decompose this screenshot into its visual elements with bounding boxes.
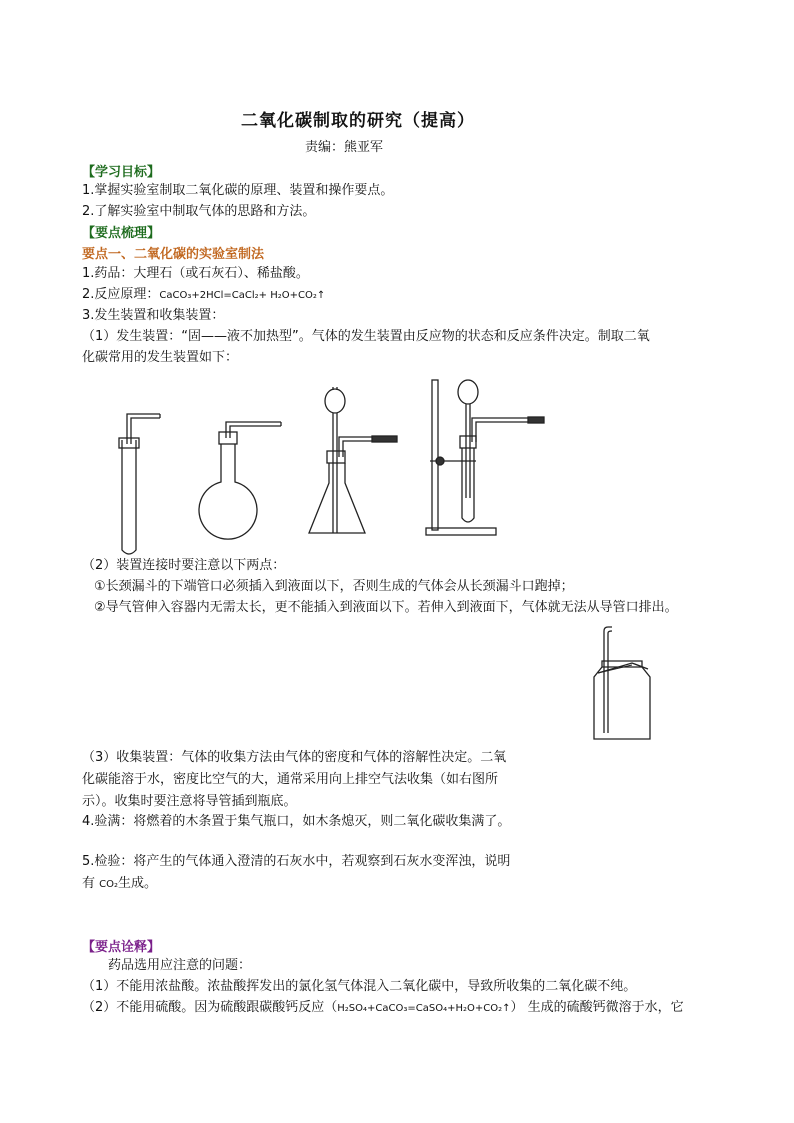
principle-equation: CaCO₃+2HCl=CaCl₂+ H₂O+CO₂↑ [159,290,326,301]
notes-item-1: （1）不能用浓盐酸。浓盐酸挥发出的氯化氢气体混入二氧化碳中，导致所收集的二氧化碳不纯。 [82,979,637,994]
conical-flask-apparatus [297,383,407,543]
outline-tag: 【要点梳理】 [82,226,161,241]
collect-line-1: （3）收集装置：气体的收集方法由气体的密度和气体的溶解性决定。二氧 [82,750,507,765]
notes-item-2 [82,999,684,1018]
connect-point-1: ①长颈漏斗的下端管口必须插入到液面以下，否则生成的气体会从长颈漏斗口跑掉； [94,579,574,594]
test-line-2-prefix: 有 [82,876,100,891]
objective-item-2: 2.了解实验室中制取气体的思路和方法。 [82,204,316,219]
notes-item-2-equation: H₂SO₄+CaCO₃=CaSO₄+H₂O+CO₂↑ [337,1003,511,1014]
principle-line [82,286,325,305]
generator-line-2: 化碳常用的发生装置如下： [82,350,239,365]
notes-item-2-suffix: ） 生成的硫酸钙微溶于水，它 [510,1000,684,1015]
objectives-tag: 【学习目标】 [82,165,161,180]
editor-line: 责编：熊亚军 [305,140,384,155]
test-line-1: 5.检验：将产生的气体通入澄清的石灰水中，若观察到石灰水变浑浊，说明 [82,854,511,869]
drugs-line: 1.药品：大理石（或石灰石）、稀盐酸。 [82,266,309,281]
full-check-line: 4.验满：将燃着的木条置于集气瓶口，如木条熄灭，则二氧化碳收集满了。 [82,814,511,829]
test-line-2-suffix: 生成。 [118,876,158,891]
principle-prefix: 2.反应原理： [82,287,160,302]
gas-jar-apparatus [588,625,660,745]
round-flask-apparatus [195,418,285,548]
connect-point-2: ②导气管伸入容器内无需太长，更不能插入到液面以下。若伸入到液面下，气体就无法从导管口排出。 [94,600,678,615]
devices-line: 3.发生装置和收集装置： [82,308,225,323]
generator-line-1: （1）发生装置：“固——液不加热型”。气体的发生装置由反应物的状态和反应条件决定。制取二氧 [82,329,650,344]
objective-item-1: 1.掌握实验室制取二氧化碳的原理、装置和操作要点。 [82,183,394,198]
test-line-2 [82,875,157,894]
collect-line-3: 示）。收集时要注意将导管插到瓶底。 [82,794,297,809]
point1-title: 要点一、二氧化碳的实验室制法 [82,247,265,262]
test-tube-apparatus [108,410,170,560]
test-line-2-formula: CO₂ [99,879,119,890]
connect-title: （2）装置连接时要注意以下两点： [82,558,286,573]
notes-tag: 【要点诠释】 [82,940,161,955]
stand-apparatus [420,378,550,538]
notes-intro: 药品选用应注意的问题： [108,958,252,973]
notes-item-2-prefix: （2）不能用硫酸。因为硫酸跟碳酸钙反应（ [82,1000,338,1015]
collect-line-2: 化碳能溶于水，密度比空气的大，通常采用向上排空气法收集（如右图所 [82,772,499,787]
page-title: 二氧化碳制取的研究（提高） [241,111,475,131]
